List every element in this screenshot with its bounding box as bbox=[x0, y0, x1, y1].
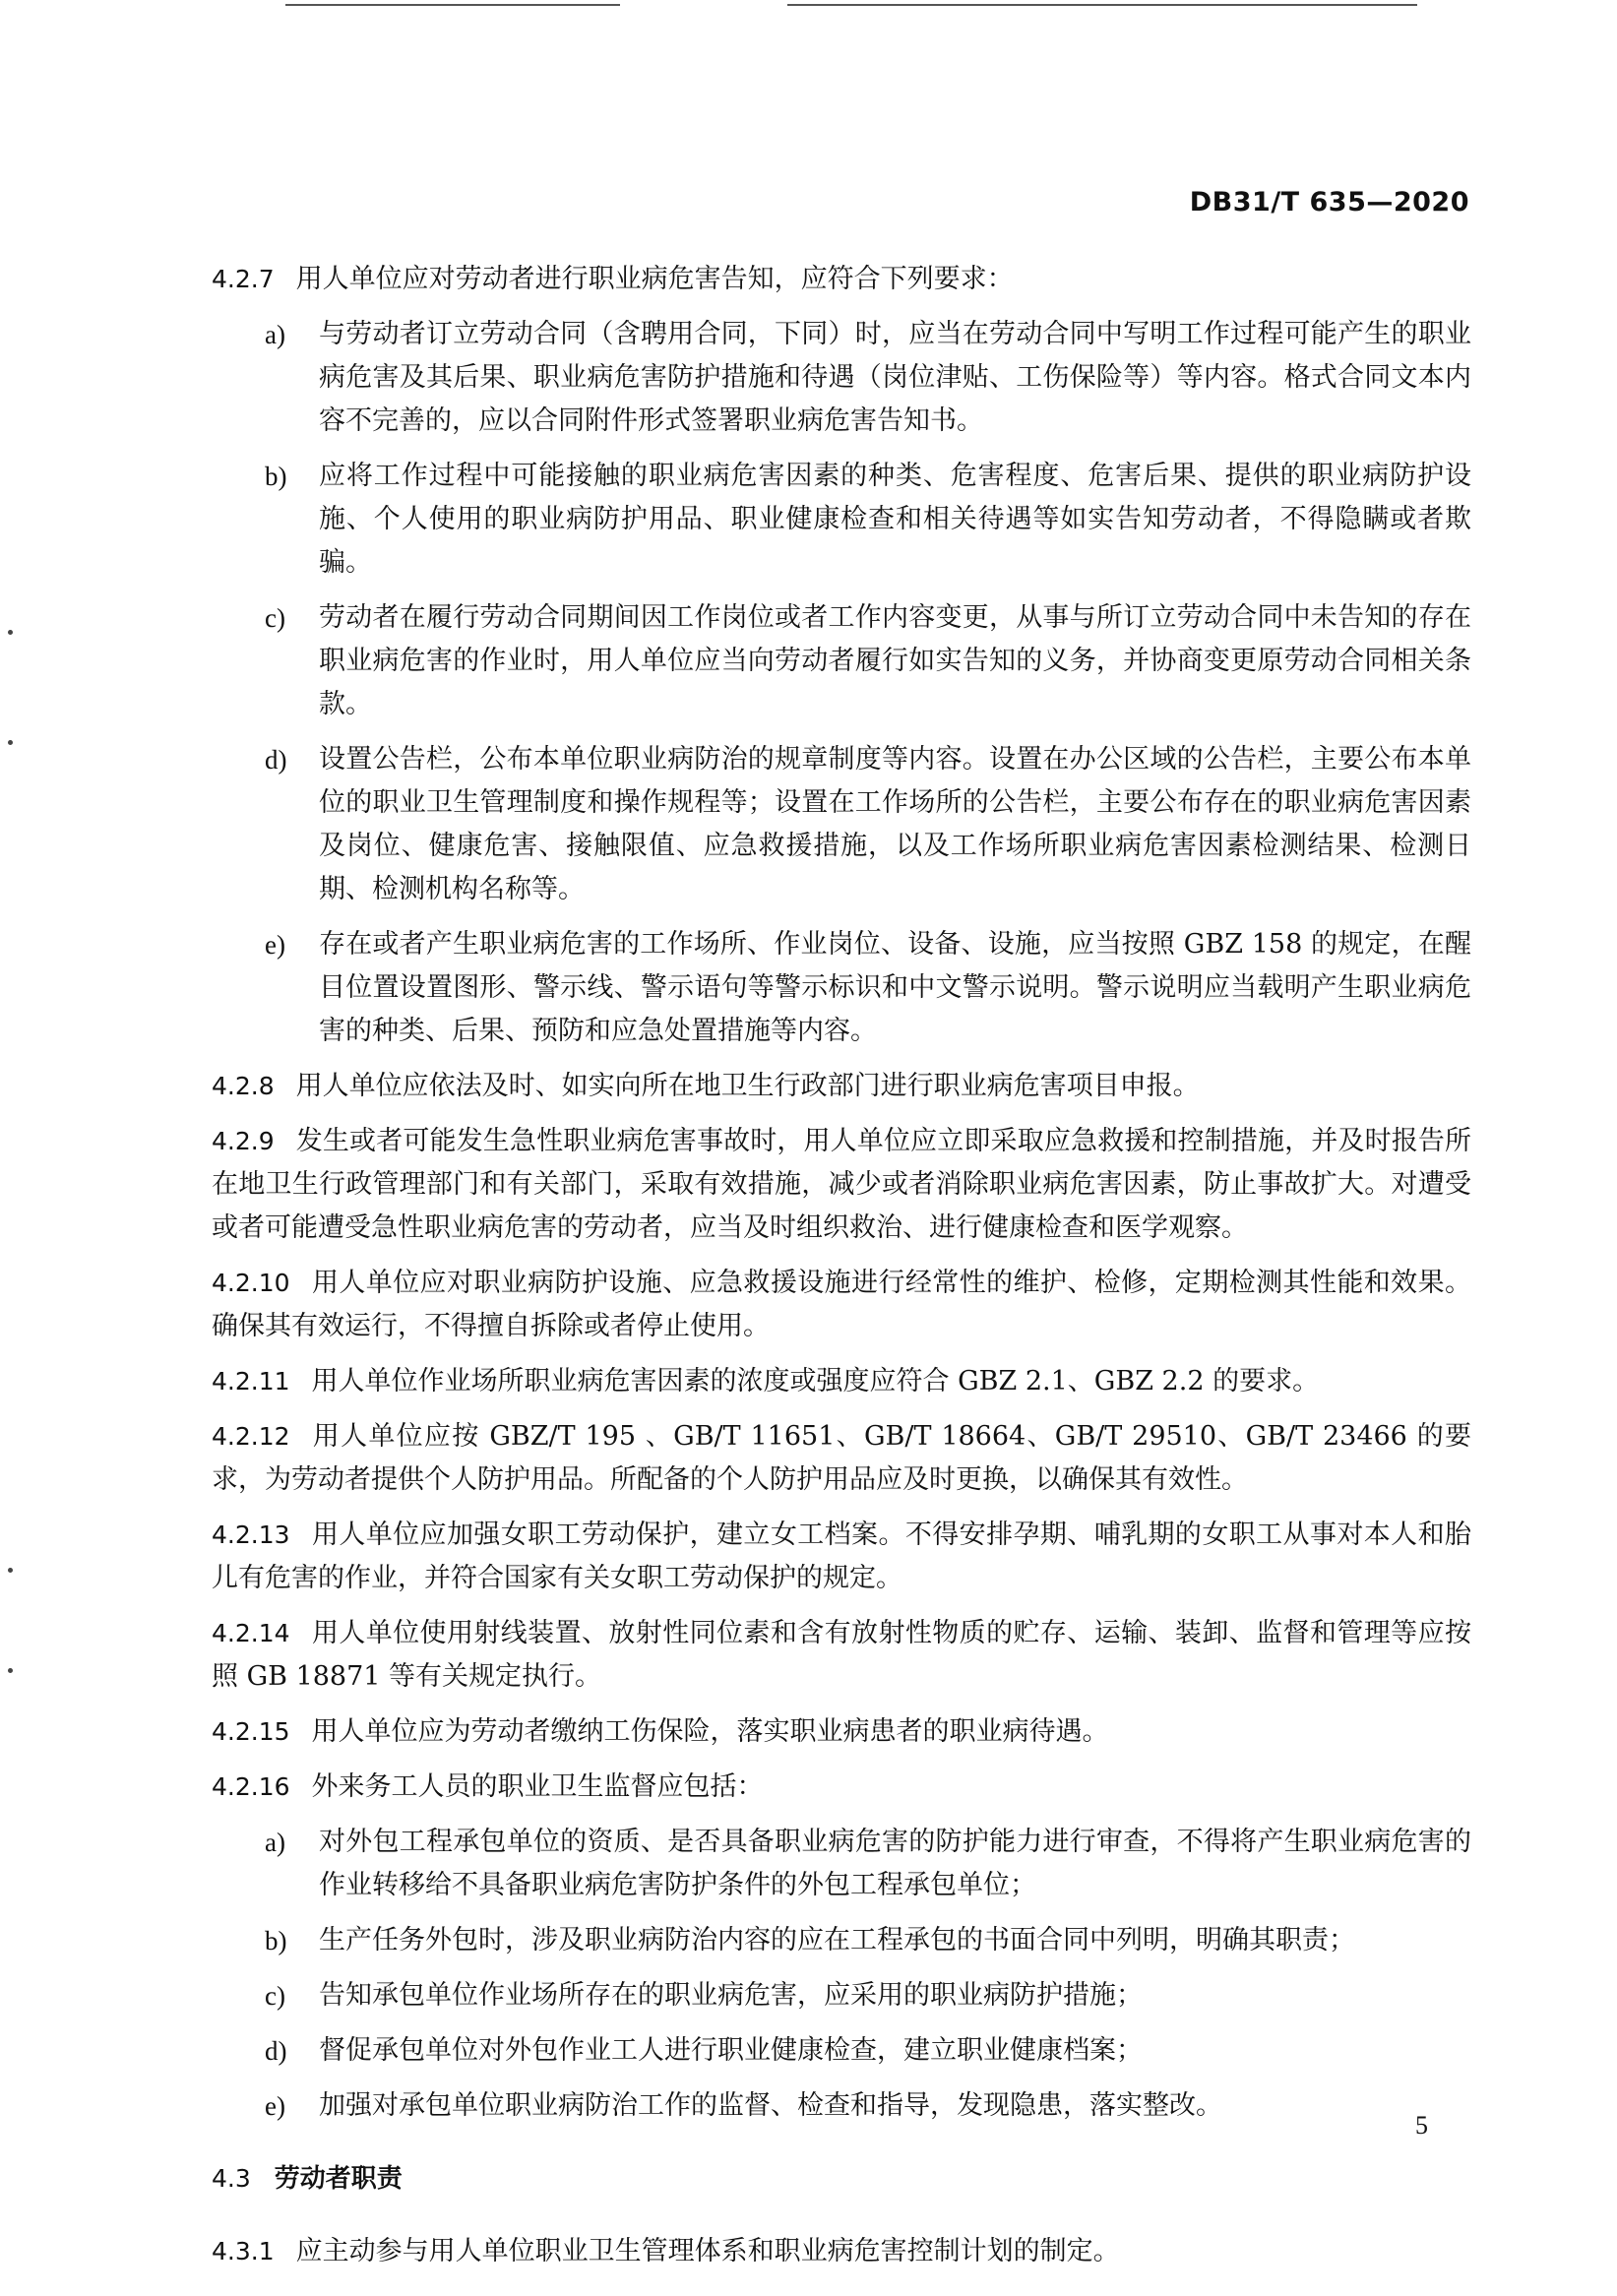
clause bbox=[212, 1120, 1471, 1250]
list-item-label: d) bbox=[265, 2036, 287, 2066]
clause-text: 用人单位应按 GBZ/T 195 、GB/T 11651、GB/T 18664、GB/T 29510、GB/T 23466 的要求，为劳动者提供个人防护用品。所配备的个人防护用品应及时更换，以确保其有效性。 bbox=[212, 1421, 1471, 1495]
clause-list bbox=[212, 258, 1471, 2128]
list-item bbox=[212, 313, 1471, 443]
clause-number: 4.2.9 bbox=[212, 1127, 275, 1155]
clause-number: 4.3.1 bbox=[212, 2237, 275, 2265]
clause-text: 用人单位应加强女职工劳动保护，建立女工档案。不得安排孕期、哺乳期的女职工从事对本人和胎儿有危害的作业，并符合国家有关女职工劳动保护的规定。 bbox=[212, 1520, 1471, 1593]
clause bbox=[212, 1360, 1471, 1403]
clause-text: 用人单位应对职业病防护设施、应急救援设施进行经常性的维护、检修，定期检测其性能和效果。确保其有效运行，不得擅自拆除或者停止使用。 bbox=[212, 1268, 1471, 1341]
list-item-text: 与劳动者订立劳动合同（含聘用合同，下同）时，应当在劳动合同中写明工作过程可能产生的职业病危害及其后果、职业病危害防护措施和待遇（岗位津贴、工伤保险等）等内容。格式合同文本内容不完善的，应以合同附件形式签署职业病危害告知书。 bbox=[319, 319, 1471, 436]
list-item-text: 督促承包单位对外包作业工人进行职业健康检查，建立职业健康档案； bbox=[319, 2035, 1143, 2066]
list-item-text: 加强对承包单位职业病防治工作的监督、检查和指导，发现隐患，落实整改。 bbox=[319, 2090, 1222, 2121]
clause-number: 4.2.10 bbox=[212, 1269, 290, 1297]
list-item-label: e) bbox=[265, 2091, 285, 2121]
list-item-text: 劳动者在履行劳动合同期间因工作岗位或者工作内容变更，从事与所订立劳动合同中未告知的存在职业病危害的作业时，用人单位应当向劳动者履行如实告知的义务，并协商变更原劳动合同相关条款。 bbox=[319, 602, 1471, 719]
clause-text: 应主动参与用人单位职业卫生管理体系和职业病危害控制计划的制定。 bbox=[295, 2236, 1120, 2266]
clause bbox=[212, 1710, 1471, 1754]
clause bbox=[212, 2230, 1471, 2273]
list-item-label: a) bbox=[265, 320, 285, 349]
clause-list bbox=[212, 2230, 1471, 2273]
clause-number: 4.2.14 bbox=[212, 1619, 290, 1647]
list-item bbox=[212, 455, 1471, 585]
clause bbox=[212, 1065, 1471, 1108]
list-item-text: 对外包工程承包单位的资质、是否具备职业病危害的防护能力进行审查，不得将产生职业病危害的作业转移给不具备职业病危害防护条件的外包工程承包单位； bbox=[319, 1827, 1471, 1900]
clause bbox=[212, 1766, 1471, 1809]
list-item-label: c) bbox=[265, 603, 285, 633]
clause-text: 用人单位应依法及时、如实向所在地卫生行政部门进行职业病危害项目申报。 bbox=[295, 1071, 1200, 1101]
list-item bbox=[212, 2029, 1471, 2073]
list-item bbox=[212, 738, 1471, 911]
list-item bbox=[212, 2084, 1471, 2128]
list-item-label: b) bbox=[265, 462, 287, 491]
scan-edge-line bbox=[787, 4, 1417, 6]
clause bbox=[212, 1514, 1471, 1600]
clause-number: 4.2.12 bbox=[212, 1422, 290, 1451]
clause bbox=[212, 1415, 1471, 1502]
scan-speck bbox=[8, 740, 13, 745]
list-item-text: 设置公告栏，公布本单位职业病防治的规章制度等内容。设置在办公区域的公告栏，主要公布本单位的职业卫生管理制度和操作规程等；设置在工作场所的公告栏，主要公布存在的职业病危害因素及岗位、健康危害、接触限值、应急救援措施，以及工作场所职业病危害因素检测结果、检测日期、检测机构名称等。 bbox=[319, 744, 1471, 904]
scan-edge-line bbox=[285, 4, 620, 6]
clause-number: 4.2.15 bbox=[212, 1717, 290, 1746]
list-item bbox=[212, 923, 1471, 1053]
clause-text: 外来务工人员的职业卫生监督应包括： bbox=[311, 1771, 764, 1802]
clause-number: 4.2.13 bbox=[212, 1520, 290, 1549]
clause bbox=[212, 1612, 1471, 1699]
clause-text: 用人单位作业场所职业病危害因素的浓度或强度应符合 GBZ 2.1、GBZ 2.2 的要求。 bbox=[311, 1366, 1320, 1396]
clause-text: 用人单位应对劳动者进行职业病危害告知，应符合下列要求： bbox=[295, 264, 1014, 294]
clause-number: 4.2.11 bbox=[212, 1367, 290, 1396]
list-item-text: 应将工作过程中可能接触的职业病危害因素的种类、危害程度、危害后果、提供的职业病防护设施、个人使用的职业病防护用品、职业健康检查和相关待遇等如实告知劳动者，不得隐瞒或者欺骗。 bbox=[319, 461, 1471, 578]
scan-speck bbox=[8, 1568, 13, 1573]
list-item bbox=[212, 1821, 1471, 1907]
list-item-label: c) bbox=[265, 1981, 285, 2011]
clause-number: 4.2.16 bbox=[212, 1772, 290, 1801]
clause-number: 4.2.7 bbox=[212, 265, 275, 293]
list-item bbox=[212, 1919, 1471, 1962]
list-item-text: 存在或者产生职业病危害的工作场所、作业岗位、设备、设施，应当按照 GBZ 158 的规定，在醒目位置设置图形、警示线、警示语句等警示标识和中文警示说明。警示说明应当载明产生职业病危害的种类、后果、预防和应急处置措施等内容。 bbox=[319, 929, 1471, 1046]
section-heading bbox=[212, 2157, 1471, 2201]
list-item-text: 告知承包单位作业场所存在的职业病危害，应采用的职业病防护措施； bbox=[319, 1980, 1143, 2011]
list-item bbox=[212, 596, 1471, 726]
page-number: 5 bbox=[1415, 2111, 1428, 2140]
section-number: 4.3 bbox=[212, 2164, 251, 2193]
clause-text: 发生或者可能发生急性职业病危害事故时，用人单位应立即采取应急救援和控制措施，并及时报告所在地卫生行政管理部门和有关部门，采取有效措施，减少或者消除职业病危害因素，防止事故扩大。对遭受或者可能遭受急性职业病危害的劳动者，应当及时组织救治、进行健康检查和医学观察。 bbox=[212, 1126, 1471, 1243]
document-body bbox=[212, 258, 1471, 2285]
section-title: 劳动者职责 bbox=[274, 2164, 403, 2194]
clause-number: 4.2.8 bbox=[212, 1072, 275, 1100]
scan-speck bbox=[8, 630, 13, 635]
list-item-label: e) bbox=[265, 930, 285, 960]
list-item-label: d) bbox=[265, 745, 287, 775]
clause-text: 用人单位使用射线装置、放射性同位素和含有放射性物质的贮存、运输、装卸、监督和管理等应按照 GB 18871 等有关规定执行。 bbox=[212, 1618, 1471, 1692]
scan-speck bbox=[8, 1668, 13, 1673]
document-code: DB31/T 635—2020 bbox=[1189, 187, 1469, 217]
list-item bbox=[212, 1974, 1471, 2017]
list-item-label: a) bbox=[265, 1828, 285, 1857]
clause bbox=[212, 1262, 1471, 1348]
list-item-text: 生产任务外包时，涉及职业病防治内容的应在工程承包的书面合同中列明，明确其职责； bbox=[319, 1925, 1355, 1955]
list-item-label: b) bbox=[265, 1926, 287, 1955]
clause-text: 用人单位应为劳动者缴纳工伤保险，落实职业病患者的职业病待遇。 bbox=[311, 1716, 1109, 1747]
clause bbox=[212, 258, 1471, 301]
